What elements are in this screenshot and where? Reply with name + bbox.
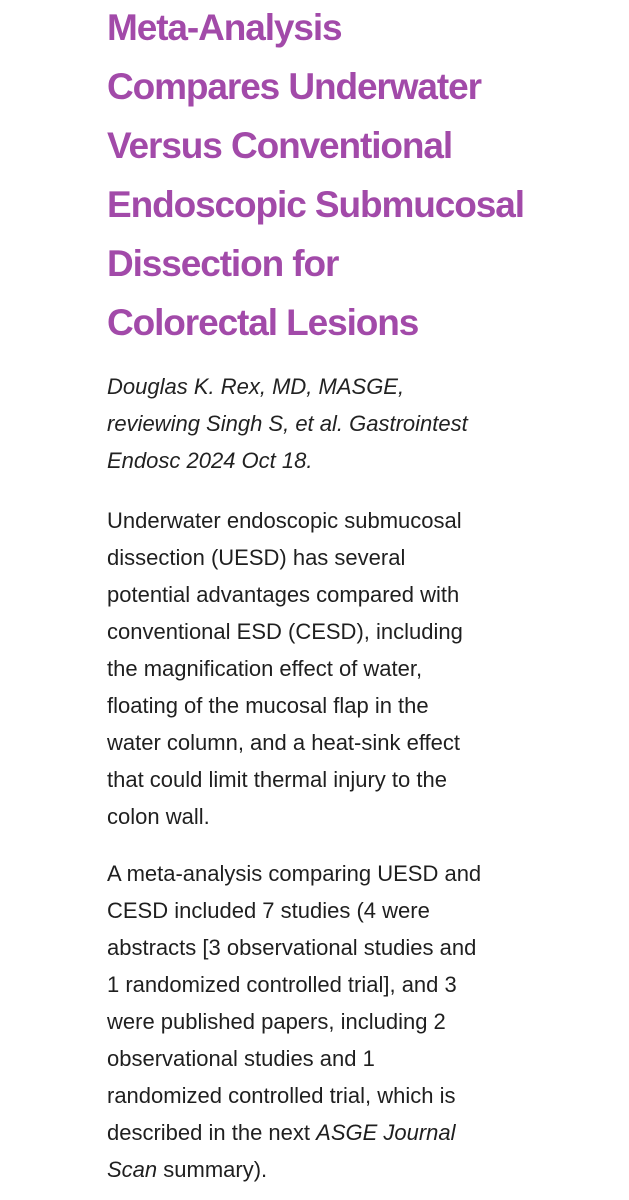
journal-name-wrap: Scan — [107, 1157, 158, 1182]
paragraph-line: potential advantages compared with — [107, 582, 460, 607]
article-title — [107, 0, 527, 352]
paragraph-line: dissection (UESD) has several — [107, 545, 406, 570]
paragraph-line: A meta-analysis comparing UESD and — [107, 861, 482, 886]
article-byline — [107, 368, 468, 479]
title-line: Endoscopic Submucosal — [107, 184, 524, 225]
paragraph-line: that could limit thermal injury to the — [107, 767, 447, 792]
paragraph-line-with-journal — [107, 1114, 481, 1151]
paragraph-line: randomized controlled trial, which is — [107, 1083, 456, 1108]
title-line: Compares Underwater — [107, 66, 481, 107]
journal-trail-text: summary). — [157, 1157, 268, 1182]
title-line: Meta-Analysis — [107, 7, 342, 48]
paragraph-line: abstracts [3 observational studies and — [107, 935, 477, 960]
paragraph-line: water column, and a heat-sink effect — [107, 730, 461, 755]
title-line: Dissection for — [107, 243, 339, 284]
title-line: Versus Conventional — [107, 125, 453, 166]
byline-line: Endosc 2024 Oct 18. — [107, 448, 313, 473]
journal-lead-text: described in the next — [107, 1120, 317, 1145]
paragraph-line: 1 randomized controlled trial], and 3 — [107, 972, 457, 997]
paragraph-line: CESD included 7 studies (4 were — [107, 898, 430, 923]
title-line: Colorectal Lesions — [107, 302, 419, 343]
paragraph-line: the magnification effect of water, — [107, 656, 423, 681]
paragraph-line: conventional ESD (CESD), including — [107, 619, 463, 644]
journal-name: ASGE Journal — [316, 1120, 456, 1145]
body-paragraph-1 — [107, 502, 463, 835]
body-paragraph-2 — [107, 855, 481, 1188]
paragraph-line: observational studies and 1 — [107, 1046, 375, 1071]
paragraph-line: colon wall. — [107, 804, 210, 829]
paragraph-line: were published papers, including 2 — [107, 1009, 446, 1034]
paragraph-line: Underwater endoscopic submucosal — [107, 508, 462, 533]
paragraph-line-with-journal — [107, 1151, 481, 1188]
article-content — [107, 0, 527, 1182]
paragraph-line: floating of the mucosal flap in the — [107, 693, 429, 718]
byline-line: Douglas K. Rex, MD, MASGE, — [107, 374, 405, 399]
byline-line: reviewing Singh S, et al. Gastrointest — [107, 411, 468, 436]
